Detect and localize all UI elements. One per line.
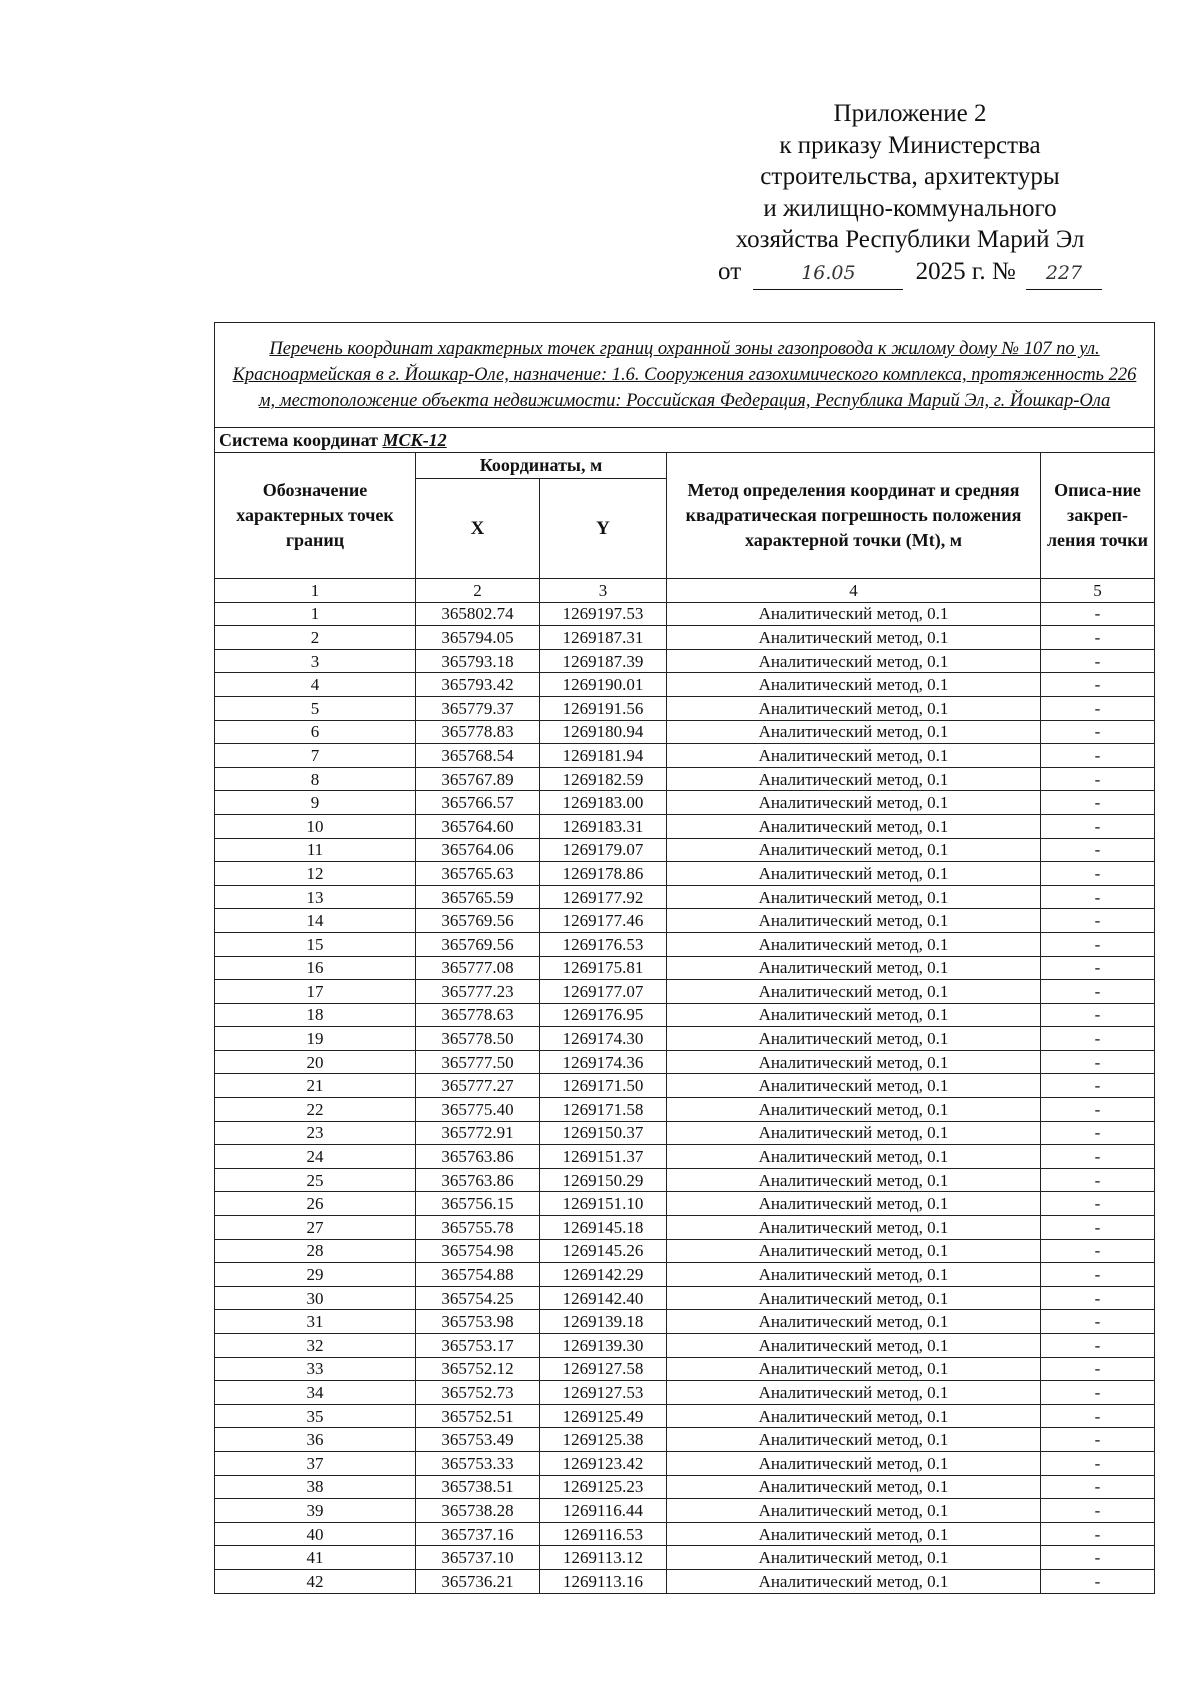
method-cell: Аналитический метод, 0.1 [667,838,1041,862]
header-point: Обозначение характерных точек границ [215,453,416,579]
x-coordinate-cell: 365777.50 [416,1050,540,1074]
description-cell: - [1041,838,1155,862]
y-coordinate-cell: 1269190.01 [540,673,667,697]
method-cell: Аналитический метод, 0.1 [667,1286,1041,1310]
point-number-cell: 35 [215,1404,416,1428]
x-coordinate-cell: 365753.98 [416,1310,540,1334]
description-cell: - [1041,1404,1155,1428]
description-cell: - [1041,932,1155,956]
date-prefix: от [718,257,742,285]
method-cell: Аналитический метод, 0.1 [667,1357,1041,1381]
table-row [215,1357,1155,1381]
x-coordinate-cell: 365753.17 [416,1334,540,1358]
x-coordinate-cell: 365738.51 [416,1475,540,1499]
x-coordinate-cell: 365768.54 [416,744,540,768]
description-cell: - [1041,720,1155,744]
point-number-cell: 38 [215,1475,416,1499]
point-number-cell: 5 [215,696,416,720]
description-cell: - [1041,626,1155,650]
table-row [215,1098,1155,1122]
header-line: Приложение 2 [833,100,987,127]
point-number-cell: 41 [215,1546,416,1570]
point-number-cell: 6 [215,720,416,744]
method-cell: Аналитический метод, 0.1 [667,1381,1041,1405]
point-number-cell: 28 [215,1239,416,1263]
y-coordinate-cell: 1269182.59 [540,767,667,791]
y-coordinate-cell: 1269178.86 [540,862,667,886]
x-coordinate-cell: 365778.83 [416,720,540,744]
y-coordinate-cell: 1269125.49 [540,1404,667,1428]
y-coordinate-cell: 1269177.46 [540,909,667,933]
point-number-cell: 11 [215,838,416,862]
table-row [215,956,1155,980]
x-coordinate-cell: 365738.28 [416,1499,540,1523]
x-coordinate-cell: 365756.15 [416,1192,540,1216]
point-number-cell: 4 [215,673,416,697]
method-cell: Аналитический метод, 0.1 [667,909,1041,933]
x-coordinate-cell: 365793.18 [416,649,540,673]
coordinate-system-value: МСК-12 [382,429,447,450]
point-number-cell: 42 [215,1569,416,1593]
method-cell: Аналитический метод, 0.1 [667,720,1041,744]
method-cell: Аналитический метод, 0.1 [667,862,1041,886]
description-cell: - [1041,1050,1155,1074]
description-cell: - [1041,1475,1155,1499]
point-number-cell: 14 [215,909,416,933]
point-number-cell: 20 [215,1050,416,1074]
method-cell: Аналитический метод, 0.1 [667,1192,1041,1216]
x-coordinate-cell: 365767.89 [416,767,540,791]
table-row [215,885,1155,909]
table-row [215,1334,1155,1358]
x-coordinate-cell: 365769.56 [416,909,540,933]
column-number: 1 [215,579,416,603]
x-coordinate-cell: 365752.51 [416,1404,540,1428]
point-number-cell: 23 [215,1121,416,1145]
method-cell: Аналитический метод, 0.1 [667,1334,1041,1358]
point-number-cell: 22 [215,1098,416,1122]
x-coordinate-cell: 365769.56 [416,932,540,956]
x-coordinate-cell: 365778.63 [416,1003,540,1027]
y-coordinate-cell: 1269174.36 [540,1050,667,1074]
y-coordinate-cell: 1269151.10 [540,1192,667,1216]
method-cell: Аналитический метод, 0.1 [667,885,1041,909]
description-cell: - [1041,956,1155,980]
table-row [215,1027,1155,1051]
y-coordinate-cell: 1269139.30 [540,1334,667,1358]
handwritten-date: 16.05 [753,258,903,291]
y-coordinate-cell: 1269187.31 [540,626,667,650]
header-line: строительства, архитектуры [760,163,1060,190]
table-row [215,1475,1155,1499]
description-cell: - [1041,885,1155,909]
y-coordinate-cell: 1269127.58 [540,1357,667,1381]
description-cell: - [1041,744,1155,768]
y-coordinate-cell: 1269125.23 [540,1475,667,1499]
x-coordinate-cell: 365753.49 [416,1428,540,1452]
description-cell: - [1041,1003,1155,1027]
table-row [215,909,1155,933]
point-number-cell: 15 [215,932,416,956]
method-cell: Аналитический метод, 0.1 [667,1239,1041,1263]
description-cell: - [1041,1121,1155,1145]
point-number-cell: 32 [215,1334,416,1358]
description-cell: - [1041,1286,1155,1310]
x-coordinate-cell: 365777.27 [416,1074,540,1098]
y-coordinate-cell: 1269139.18 [540,1310,667,1334]
table-row [215,1074,1155,1098]
point-number-cell: 1 [215,602,416,626]
point-number-cell: 29 [215,1263,416,1287]
method-cell: Аналитический метод, 0.1 [667,1168,1041,1192]
table-row [215,1310,1155,1334]
x-coordinate-cell: 365777.23 [416,980,540,1004]
description-cell: - [1041,1569,1155,1593]
description-cell: - [1041,1263,1155,1287]
description-cell: - [1041,1546,1155,1570]
description-cell: - [1041,791,1155,815]
method-cell: Аналитический метод, 0.1 [667,1003,1041,1027]
method-cell: Аналитический метод, 0.1 [667,673,1041,697]
description-cell: - [1041,1334,1155,1358]
y-coordinate-cell: 1269174.30 [540,1027,667,1051]
x-coordinate-cell: 365765.59 [416,885,540,909]
table-row [215,1522,1155,1546]
order-date-line [700,256,1120,291]
table-row [215,980,1155,1004]
method-cell: Аналитический метод, 0.1 [667,1569,1041,1593]
description-cell: - [1041,862,1155,886]
year-text: 2025 г. № [915,257,1016,285]
point-number-cell: 2 [215,626,416,650]
y-coordinate-cell: 1269179.07 [540,838,667,862]
method-cell: Аналитический метод, 0.1 [667,744,1041,768]
table-row [215,720,1155,744]
point-number-cell: 27 [215,1216,416,1240]
point-number-cell: 18 [215,1003,416,1027]
point-number-cell: 13 [215,885,416,909]
method-cell: Аналитический метод, 0.1 [667,814,1041,838]
x-coordinate-cell: 365755.78 [416,1216,540,1240]
description-cell: - [1041,1381,1155,1405]
y-coordinate-cell: 1269151.37 [540,1145,667,1169]
x-coordinate-cell: 365764.06 [416,838,540,862]
table-row [215,1451,1155,1475]
header-coords: Координаты, м [416,453,667,479]
description-cell: - [1041,909,1155,933]
x-coordinate-cell: 365778.50 [416,1027,540,1051]
description-cell: - [1041,1451,1155,1475]
column-number: 3 [540,579,667,603]
table-row [215,1404,1155,1428]
point-number-cell: 25 [215,1168,416,1192]
point-number-cell: 3 [215,649,416,673]
table-row [215,1428,1155,1452]
table-row [215,1216,1155,1240]
point-number-cell: 33 [215,1357,416,1381]
table-row [215,1286,1155,1310]
table-row [215,1145,1155,1169]
table-row [215,744,1155,768]
table-row [215,1192,1155,1216]
table-row [215,673,1155,697]
y-coordinate-cell: 1269113.12 [540,1546,667,1570]
description-cell: - [1041,1499,1155,1523]
header-line: и жилищно-коммунального [763,194,1057,222]
method-cell: Аналитический метод, 0.1 [667,1098,1041,1122]
description-cell: - [1041,1098,1155,1122]
point-number-cell: 19 [215,1027,416,1051]
point-number-cell: 26 [215,1192,416,1216]
y-coordinate-cell: 1269183.00 [540,791,667,815]
description-cell: - [1041,814,1155,838]
header-method: Метод определения координат и средняя квадратическая погрешность положения характерной точки (Mt), м [667,453,1041,579]
description-cell: - [1041,1074,1155,1098]
y-coordinate-cell: 1269123.42 [540,1451,667,1475]
method-cell: Аналитический метод, 0.1 [667,1027,1041,1051]
y-coordinate-cell: 1269180.94 [540,720,667,744]
method-cell: Аналитический метод, 0.1 [667,602,1041,626]
method-cell: Аналитический метод, 0.1 [667,1050,1041,1074]
point-number-cell: 7 [215,744,416,768]
x-coordinate-cell: 365752.12 [416,1357,540,1381]
point-number-cell: 12 [215,862,416,886]
table-row [215,602,1155,626]
y-coordinate-cell: 1269145.26 [540,1239,667,1263]
table-row [215,1003,1155,1027]
y-coordinate-cell: 1269145.18 [540,1216,667,1240]
y-coordinate-cell: 1269176.95 [540,1003,667,1027]
method-cell: Аналитический метод, 0.1 [667,626,1041,650]
table-row [215,814,1155,838]
x-coordinate-cell: 365752.73 [416,1381,540,1405]
y-coordinate-cell: 1269191.56 [540,696,667,720]
coordinates-table [214,322,1155,1594]
table-row [215,838,1155,862]
method-cell: Аналитический метод, 0.1 [667,932,1041,956]
column-number-row [215,579,1155,603]
description-cell: - [1041,1216,1155,1240]
table-row [215,696,1155,720]
x-coordinate-cell: 365775.40 [416,1098,540,1122]
method-cell: Аналитический метод, 0.1 [667,1145,1041,1169]
method-cell: Аналитический метод, 0.1 [667,1310,1041,1334]
y-coordinate-cell: 1269197.53 [540,602,667,626]
method-cell: Аналитический метод, 0.1 [667,791,1041,815]
method-cell: Аналитический метод, 0.1 [667,980,1041,1004]
table-row [215,767,1155,791]
x-coordinate-cell: 365793.42 [416,673,540,697]
y-coordinate-cell: 1269177.92 [540,885,667,909]
column-number: 2 [416,579,540,603]
table-row [215,862,1155,886]
point-number-cell: 39 [215,1499,416,1523]
table-row [215,1239,1155,1263]
x-coordinate-cell: 365772.91 [416,1121,540,1145]
description-cell: - [1041,1168,1155,1192]
description-cell: - [1041,980,1155,1004]
table-row [215,1263,1155,1287]
description-cell: - [1041,1027,1155,1051]
description-cell: - [1041,1192,1155,1216]
y-coordinate-cell: 1269116.44 [540,1499,667,1523]
method-cell: Аналитический метод, 0.1 [667,767,1041,791]
y-coordinate-cell: 1269187.39 [540,649,667,673]
y-coordinate-cell: 1269171.50 [540,1074,667,1098]
method-cell: Аналитический метод, 0.1 [667,956,1041,980]
x-coordinate-cell: 365736.21 [416,1569,540,1593]
description-cell: - [1041,1239,1155,1263]
method-cell: Аналитический метод, 0.1 [667,1263,1041,1287]
y-coordinate-cell: 1269177.07 [540,980,667,1004]
x-coordinate-cell: 365765.63 [416,862,540,886]
x-coordinate-cell: 365777.08 [416,956,540,980]
table-row [215,1050,1155,1074]
header-y: Y [540,479,667,579]
point-number-cell: 10 [215,814,416,838]
method-cell: Аналитический метод, 0.1 [667,1522,1041,1546]
point-number-cell: 36 [215,1428,416,1452]
coordinate-system-row [215,428,1155,453]
description-cell: - [1041,1145,1155,1169]
x-coordinate-cell: 365794.05 [416,626,540,650]
x-coordinate-cell: 365754.88 [416,1263,540,1287]
point-number-cell: 40 [215,1522,416,1546]
description-cell: - [1041,767,1155,791]
coordinate-system-label: Система координат [219,429,378,450]
header-line: к приказу Министерства [779,131,1041,159]
table-row [215,1546,1155,1570]
y-coordinate-cell: 1269181.94 [540,744,667,768]
header-line: хозяйства Республики Марий Эл [735,226,1085,253]
method-cell: Аналитический метод, 0.1 [667,1074,1041,1098]
x-coordinate-cell: 365763.86 [416,1168,540,1192]
point-number-cell: 21 [215,1074,416,1098]
method-cell: Аналитический метод, 0.1 [667,1451,1041,1475]
header-description: Описа-ние закреп-ления точки [1041,453,1155,579]
y-coordinate-cell: 1269183.31 [540,814,667,838]
method-cell: Аналитический метод, 0.1 [667,1475,1041,1499]
method-cell: Аналитический метод, 0.1 [667,1428,1041,1452]
x-coordinate-cell: 365753.33 [416,1451,540,1475]
description-cell: - [1041,1522,1155,1546]
point-number-cell: 9 [215,791,416,815]
table-row [215,932,1155,956]
method-cell: Аналитический метод, 0.1 [667,1546,1041,1570]
x-coordinate-cell: 365754.25 [416,1286,540,1310]
table-row [215,649,1155,673]
column-number: 5 [1041,579,1155,603]
point-number-cell: 30 [215,1286,416,1310]
header-x: X [416,479,540,579]
description-cell: - [1041,1310,1155,1334]
point-number-cell: 17 [215,980,416,1004]
description-cell: - [1041,673,1155,697]
method-cell: Аналитический метод, 0.1 [667,1216,1041,1240]
point-number-cell: 8 [215,767,416,791]
handwritten-order-number: 227 [1026,258,1102,291]
description-cell: - [1041,602,1155,626]
document-header [700,98,1120,290]
method-cell: Аналитический метод, 0.1 [667,1499,1041,1523]
table-row [215,626,1155,650]
table-row [215,1569,1155,1593]
description-cell: - [1041,696,1155,720]
point-number-cell: 37 [215,1451,416,1475]
y-coordinate-cell: 1269125.38 [540,1428,667,1452]
table-caption: Перечень координат характерных точек границ охранной зоны газопровода к жилому дому № 107 по ул. Красноармейская в г. Йошкар-Оле, назначение: 1.6. Сооружения газохимического комплекса, протяженность 226 м, местоположение объекта недвижимости: Российская Федерация, Республика Марий Эл, г. Йошкар-Ола [215,323,1155,428]
x-coordinate-cell: 365737.10 [416,1546,540,1570]
y-coordinate-cell: 1269150.29 [540,1168,667,1192]
y-coordinate-cell: 1269175.81 [540,956,667,980]
table-row [215,1499,1155,1523]
y-coordinate-cell: 1269127.53 [540,1381,667,1405]
description-cell: - [1041,649,1155,673]
point-number-cell: 31 [215,1310,416,1334]
method-cell: Аналитический метод, 0.1 [667,649,1041,673]
point-number-cell: 24 [215,1145,416,1169]
x-coordinate-cell: 365763.86 [416,1145,540,1169]
point-number-cell: 16 [215,956,416,980]
method-cell: Аналитический метод, 0.1 [667,1121,1041,1145]
column-number: 4 [667,579,1041,603]
x-coordinate-cell: 365764.60 [416,814,540,838]
y-coordinate-cell: 1269113.16 [540,1569,667,1593]
y-coordinate-cell: 1269150.37 [540,1121,667,1145]
method-cell: Аналитический метод, 0.1 [667,696,1041,720]
table-row [215,1121,1155,1145]
method-cell: Аналитический метод, 0.1 [667,1404,1041,1428]
y-coordinate-cell: 1269142.29 [540,1263,667,1287]
x-coordinate-cell: 365766.57 [416,791,540,815]
x-coordinate-cell: 365802.74 [416,602,540,626]
x-coordinate-cell: 365737.16 [416,1522,540,1546]
x-coordinate-cell: 365754.98 [416,1239,540,1263]
y-coordinate-cell: 1269171.58 [540,1098,667,1122]
y-coordinate-cell: 1269116.53 [540,1522,667,1546]
table-row [215,1168,1155,1192]
description-cell: - [1041,1357,1155,1381]
table-row [215,1381,1155,1405]
description-cell: - [1041,1428,1155,1452]
y-coordinate-cell: 1269142.40 [540,1286,667,1310]
table-row [215,791,1155,815]
y-coordinate-cell: 1269176.53 [540,932,667,956]
x-coordinate-cell: 365779.37 [416,696,540,720]
point-number-cell: 34 [215,1381,416,1405]
